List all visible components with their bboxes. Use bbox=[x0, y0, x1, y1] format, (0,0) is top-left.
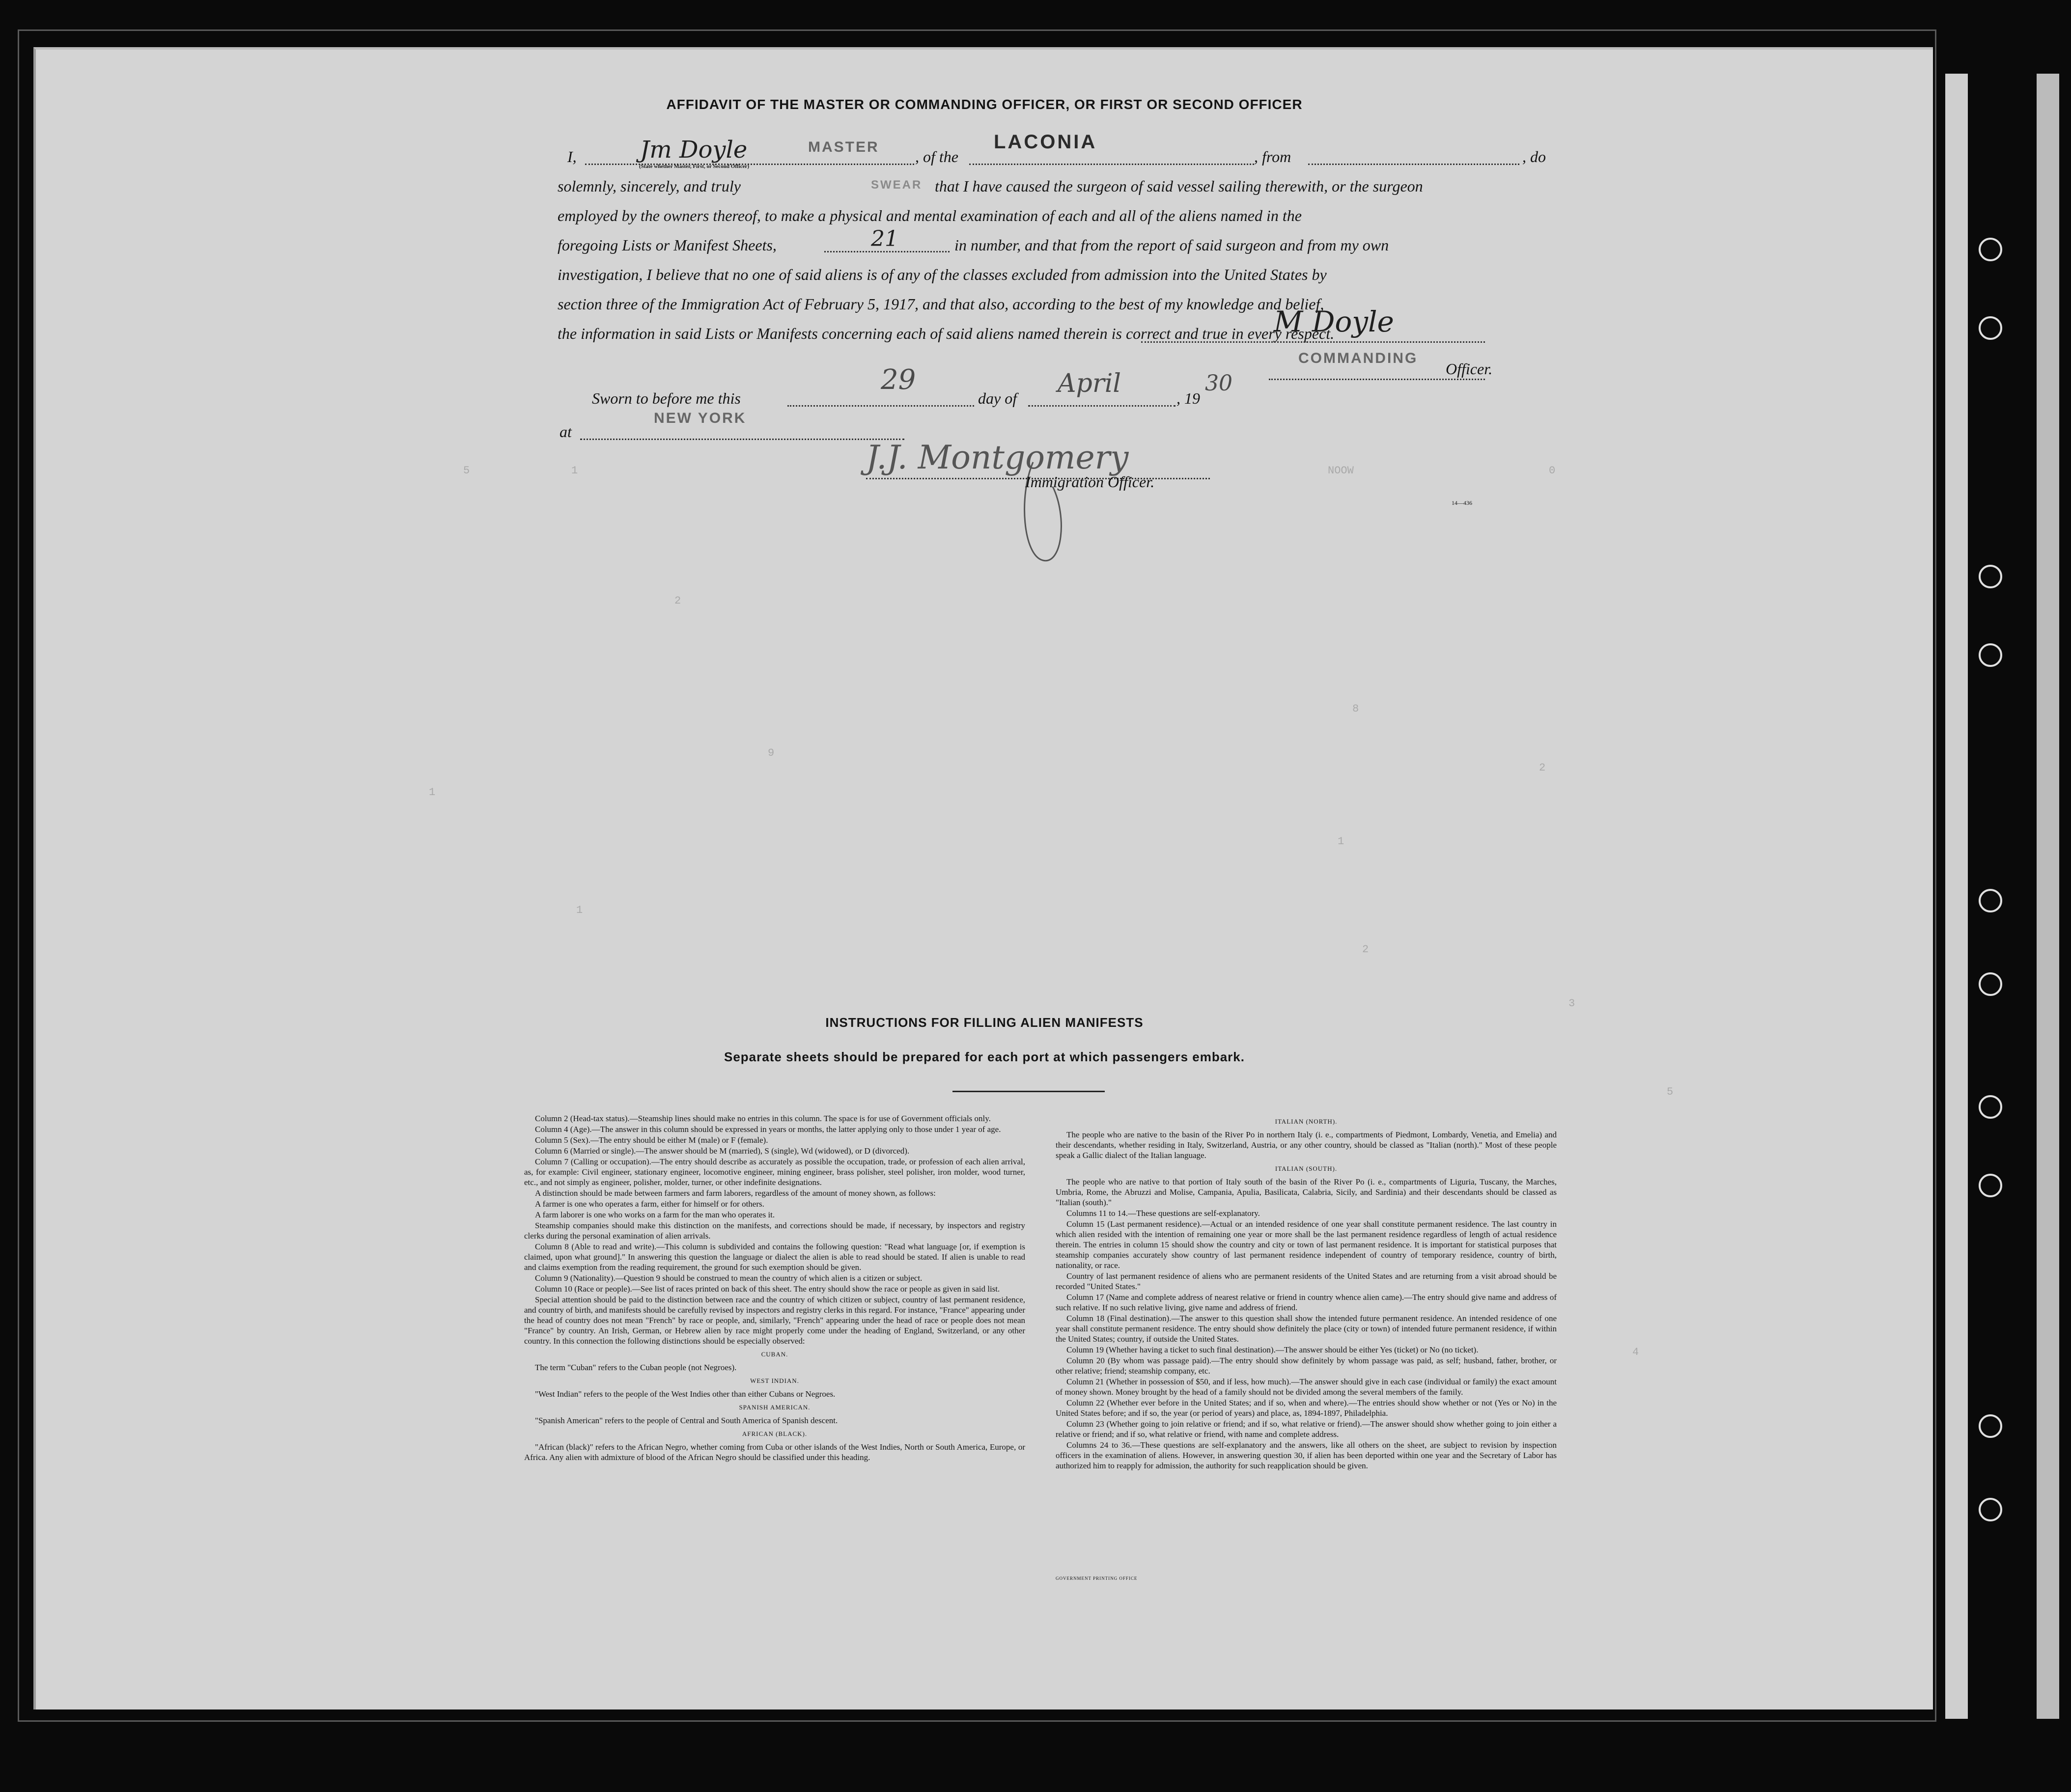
instruction-paragraph: "West Indian" refers to the people of the West Indies other than either Cubans or Negroes. bbox=[535, 1389, 836, 1399]
bleed-through-text: 1 bbox=[1338, 835, 1344, 848]
instruction-paragraph: Country of last permanent residence of aliens who are permanent residents of the United States and are returning from a visit abroad should be recorded "United States." bbox=[1056, 1271, 1557, 1291]
at-label: at bbox=[560, 423, 572, 441]
affidavit-line-5: investigation, I believe that no one of said aliens is of any of the classes excluded from admission into the United States by bbox=[558, 266, 1327, 283]
printer-mark: GOVERNMENT PRINTING OFFICE bbox=[1056, 1576, 1138, 1581]
immigration-officer-label: Immigration Officer. bbox=[1025, 473, 1155, 491]
vessel-line bbox=[969, 164, 1254, 165]
instruction-paragraph: The term "Cuban" refers to the Cuban people (not Negroes). bbox=[535, 1363, 737, 1372]
bleed-through-text: 1 bbox=[576, 904, 583, 916]
punch-hole bbox=[1979, 972, 2002, 996]
instruction-paragraph: Steamship companies should make this distinction on the manifests, and corrections should be made, if necessary, by inspectors and registry clerks during the personal examination of alien arrivals. bbox=[524, 1221, 1025, 1241]
punch-hole bbox=[1979, 889, 2002, 912]
affidavit-line-3: employed by the owners thereof, to make a physical and mental examination of each and all of the aliens named in the bbox=[558, 207, 1302, 224]
immigration-signature: J.J. Montgomery bbox=[866, 439, 1129, 476]
bleed-through-text: 2 bbox=[674, 595, 681, 607]
instruction-paragraph: A distinction should be made between farmers and farm laborers, regardless of the amount of money shown, as follows: bbox=[535, 1188, 936, 1198]
affidavit-title: AFFIDAVIT OF THE MASTER OR COMMANDING OFFICER, OR FIRST OR SECOND OFFICER bbox=[666, 97, 1303, 112]
instruction-paragraph: "African (black)" refers to the African Negro, whether coming from Cuba or other islands of the West Indies, North or South America, Europe, or Africa. Any alien with admixture of blood of the African Negro should be classified under this heading. bbox=[524, 1442, 1025, 1462]
officer-title-line bbox=[1269, 379, 1485, 380]
affidavit-line-4b: in number, and that from the report of said surgeon and from my own bbox=[954, 236, 1389, 254]
instruction-paragraph: Column 19 (Whether having a ticket to such final destination).—The answer should be either Yes (ticket) or No (no ticket). bbox=[1066, 1345, 1479, 1354]
officer-label: Officer. bbox=[1446, 360, 1493, 378]
bleed-through-text: 3 bbox=[1568, 997, 1575, 1010]
rank-note: (State whether Master, First, or Second Officer) bbox=[639, 164, 750, 169]
vessel-name-stamp: LACONIA bbox=[994, 131, 1097, 153]
officer-rank-stamp: MASTER bbox=[808, 139, 879, 155]
officer-name-line bbox=[585, 164, 914, 165]
punch-hole bbox=[1979, 1414, 2002, 1438]
punch-hole bbox=[1979, 1174, 2002, 1197]
instruction-paragraph: Column 7 (Calling or occupation).—The entry should describe as accurately as possible the occupation, trade, or profession of each alien arrival, as, for example: Civil engineer, stationary engineer, locomotive engineer, mining engineer, brass polisher, steel polisher, iron molder, wood turner, etc., and not simply as engineer, polisher, molder, turner, or other indefinite designations. bbox=[524, 1157, 1025, 1187]
instruction-paragraph: The people who are native to that portion of Italy south of the basin of the River Po (i. e., compartments of Liguria, Tuscany, the Marches, Umbria, Rome, the Abruzzi and Molise, Campania, Apulia, Basilicata, Calabria, Sicily, and Sardinia) and their descendants should be classed as "Italian (south)." bbox=[1056, 1177, 1557, 1207]
officer-name-handwritten: Jm Doyle bbox=[640, 136, 748, 164]
bleed-through-text: 4 bbox=[1632, 1346, 1639, 1358]
instruction-paragraph: Columns 24 to 36.—These questions are self-explanatory and the answers, like all others on the sheet, are subject to revision by inspection officers in the examination of aliens. However, in answering question 30, if alien has been deported within one year and the Secretary of Labor has authorized him to reapply for admission, the authority for such reapplication should be given. bbox=[1056, 1440, 1557, 1470]
instruction-paragraph: Column 17 (Name and complete address of nearest relative or friend in country whence alien came).—The entry should give name and address of such relative. If no such relative living, give name and address of friend. bbox=[1056, 1293, 1557, 1312]
instruction-paragraph: Column 5 (Sex).—The entry should be either M (male) or F (female). bbox=[535, 1135, 768, 1145]
punch-hole bbox=[1979, 238, 2002, 261]
instructions-left-column bbox=[524, 1113, 1025, 1463]
bleed-through-text: 1 bbox=[429, 786, 436, 799]
from-line bbox=[1308, 164, 1519, 165]
instruction-heading: AFRICAN (BLACK). bbox=[742, 1430, 808, 1437]
bleed-through-text: 5 bbox=[463, 465, 470, 477]
instruction-paragraph: Column 6 (Married or single).—The answer should be M (married), S (single), Wd (widowed), or D (divorced). bbox=[535, 1146, 910, 1156]
instructions-title: INSTRUCTIONS FOR FILLING ALIEN MANIFESTS bbox=[825, 1015, 1144, 1030]
instructions-subtitle: Separate sheets should be prepared for each port at which passengers embark. bbox=[724, 1049, 1245, 1064]
year-suffix-handwritten: 30 bbox=[1205, 371, 1232, 396]
form-code: 14—436 bbox=[1452, 499, 1472, 506]
instruction-paragraph: Column 23 (Whether going to join relative or friend; and if so, what relative or friend).—The answer should show whether going to join either a relative or friend; and if so, what relative or friend, with name and complete address. bbox=[1056, 1419, 1557, 1439]
instruction-heading: ITALIAN (NORTH). bbox=[1275, 1118, 1338, 1125]
instruction-heading: WEST INDIAN. bbox=[750, 1377, 799, 1384]
bleed-through-text: NOOW bbox=[1328, 465, 1354, 477]
punch-hole bbox=[1979, 565, 2002, 588]
master-signature: M Doyle bbox=[1274, 305, 1394, 338]
punch-hole bbox=[1979, 1498, 2002, 1521]
year-prefix: , 19 bbox=[1176, 389, 1200, 407]
sworn-day-line bbox=[787, 405, 974, 407]
instruction-paragraph: Column 10 (Race or people).—See list of races printed on back of this sheet. The entry should show the race or people as given in said list. bbox=[535, 1284, 1000, 1294]
bleed-through-text: 0 bbox=[1549, 465, 1556, 477]
bleed-through-text: 8 bbox=[1352, 703, 1359, 715]
binder-strip bbox=[1945, 74, 1968, 1719]
affidavit-line-6: section three of the Immigration Act of February 5, 1917, and that also, according to the best of my knowledge and belief, bbox=[558, 295, 1324, 313]
instruction-paragraph: Columns 11 to 14.—These questions are self-explanatory. bbox=[1066, 1209, 1260, 1218]
instruction-paragraph: "Spanish American" refers to the people of Central and South America of Spanish descent. bbox=[535, 1416, 838, 1425]
instruction-paragraph: Column 4 (Age).—The answer in this column should be expressed in years or months, the latter applying only to those under 1 year of age. bbox=[535, 1125, 1001, 1134]
punch-hole bbox=[1979, 643, 2002, 667]
of-the-label: , of the bbox=[915, 148, 958, 165]
instruction-heading: CUBAN. bbox=[761, 1351, 788, 1358]
affidavit-line-2b: that I have caused the surgeon of said vessel sailing therewith, or the surgeon bbox=[935, 177, 1423, 195]
punch-hole bbox=[1979, 1095, 2002, 1119]
oath-stamp: SWEAR bbox=[871, 178, 923, 192]
manifest-sheet bbox=[33, 47, 1933, 1709]
punch-hole bbox=[1979, 316, 2002, 340]
bleed-through-text: 1 bbox=[571, 465, 578, 477]
instruction-paragraph: Column 15 (Last permanent residence).—Actual or an intended residence of one year shall constitute permanent residence. The last country in which alien resided with the intention of remaining one year or more shall be the last permanent residence regardless of length of actual residence therein. The entries in column 15 should show the country and city or town of last permanent residence. It is important for statistical purposes that steamship companies accurately show country of last permanent residence independent of country of temporary residence, country of birth, nationality, or race. bbox=[1056, 1219, 1557, 1270]
sheet-count-handwritten: 21 bbox=[871, 226, 898, 251]
affidavit-line-7: the information in said Lists or Manifests concerning each of said aliens named therein is correct and true in every respect. bbox=[558, 325, 1335, 342]
instruction-paragraph: Column 18 (Final destination).—The answer to this question shall show the intended future permanent residence. An intended residence of one year shall constitute permanent residence. The entry should show definitely the place (city or town) of intended future permanent residence, if within the United States; country, if outside the United States. bbox=[1056, 1314, 1557, 1344]
instruction-paragraph: Column 20 (By whom was passage paid).—The entry should show definitely by whom passage was paid, as self; husband, father, brother, or other relative; friend; steamship company, etc. bbox=[1056, 1356, 1557, 1376]
day-of-label: day of bbox=[978, 389, 1017, 407]
bleed-through-text: 9 bbox=[768, 747, 775, 759]
bleed-through-text: 5 bbox=[1667, 1086, 1674, 1098]
sworn-month-handwritten: April bbox=[1058, 369, 1121, 398]
sworn-day-handwritten: 29 bbox=[881, 364, 916, 396]
do-label: , do bbox=[1522, 148, 1546, 165]
instruction-paragraph: The people who are native to the basin of the River Po in northern Italy (i. e., compartments of Piedmont, Lombardy, Venetia, and Emelia) and their descendants, whether residing in Italy, Switzerland, Austria, or any other country, should be classed as "Italian (north)." Most of these people speak a Gallic dialect of the Italian language. bbox=[1056, 1130, 1557, 1160]
bleed-through-text: 2 bbox=[1362, 943, 1369, 956]
instruction-paragraph: Column 22 (Whether ever before in the United States; and if so, when and where).—The entries should show whether or not (Yes or No) in the United States before; and if so, the year (or period of years) and place, as, 1894-1897, Philadelphia. bbox=[1056, 1398, 1557, 1418]
instruction-paragraph: A farmer is one who operates a farm, either for himself or for others. bbox=[535, 1199, 764, 1209]
from-label: , from bbox=[1254, 148, 1291, 165]
bleed-through-text: 2 bbox=[1539, 762, 1546, 774]
place-line bbox=[580, 439, 904, 440]
instruction-paragraph: Column 8 (Able to read and write).—This column is subdivided and contains the following question: "Read what language [or, if exemption is claimed, upon what ground]." In answering this question the language or dialect the alien is able to read should be stated. If alien is unable to read and claims exemption from the reading requirement, the ground for such exemption should be given. bbox=[524, 1242, 1025, 1272]
signature-line bbox=[1141, 341, 1485, 343]
instruction-paragraph: Column 2 (Head-tax status).—Steamship lines should make no entries in this column. The space is for use of Government officials only. bbox=[535, 1114, 991, 1123]
i-label: I, bbox=[567, 148, 577, 165]
instruction-heading: ITALIAN (SOUTH). bbox=[1275, 1165, 1338, 1172]
instruction-heading: SPANISH AMERICAN. bbox=[739, 1404, 811, 1411]
instruction-paragraph: A farm laborer is one who works on a farm for the man who operates it. bbox=[535, 1210, 775, 1219]
instruction-paragraph: Special attention should be paid to the distinction between race and the country of which citizen or subject, country of last permanent residence, and country of birth, and manifests should be carefully revised by inspectors and registry clerks in this regard. For instance, "France" appearing under the head of country does not mean "French" by race or people, and, similarly, "French" appearing under the head of race or people does not mean "France" by country. An Irish, German, or Hebrew alien by race might properly come under the heading of England, Switzerland, or any other country. In this connection the following distinctions should be especially observed: bbox=[524, 1295, 1025, 1346]
sworn-label: Sworn to before me this bbox=[592, 389, 741, 407]
sworn-month-line bbox=[1028, 405, 1175, 407]
instructions-right-column bbox=[1056, 1113, 1557, 1471]
instruction-paragraph: Column 21 (Whether in possession of $50, and if less, how much).—The answer should give in each case (individual or family) the exact amount of money shown. Money brought by the head of a family should not be divided among the several members of the family. bbox=[1056, 1377, 1557, 1397]
instruction-paragraph: Column 9 (Nationality).—Question 9 should be construed to mean the country of which alien is a citizen or subject. bbox=[535, 1273, 923, 1283]
affidavit-line-2a: solemnly, sincerely, and truly bbox=[558, 177, 741, 195]
divider-rule bbox=[952, 1091, 1105, 1092]
place-stamp: NEW YORK bbox=[654, 410, 747, 426]
binder-strip-outer bbox=[2037, 74, 2059, 1719]
affidavit-line-4a: foregoing Lists or Manifest Sheets, bbox=[558, 236, 777, 254]
commanding-stamp: COMMANDING bbox=[1298, 350, 1418, 366]
